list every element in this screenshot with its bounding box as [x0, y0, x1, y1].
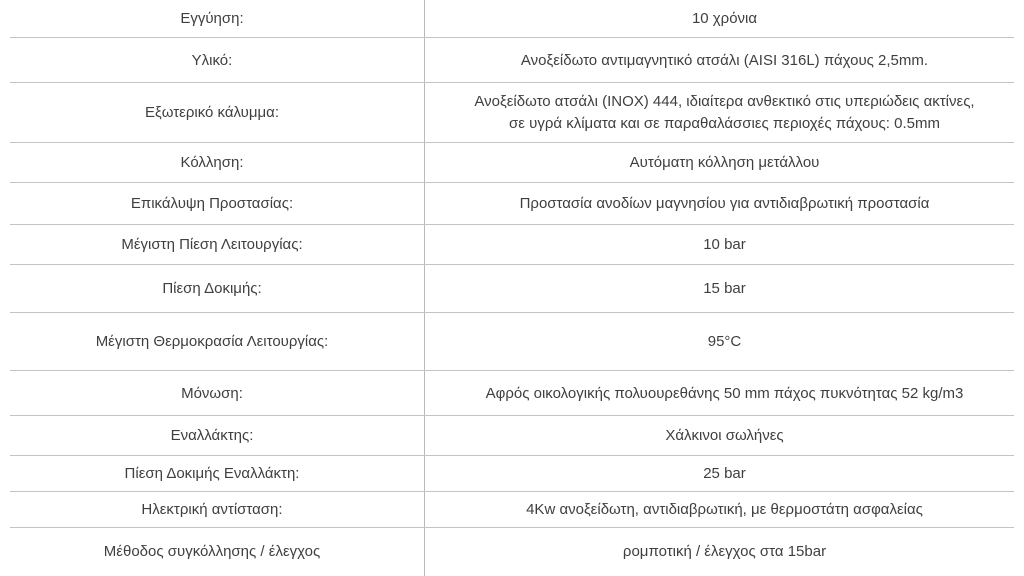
spec-value: Χάλκινοι σωλήνες	[665, 427, 784, 444]
spec-value-line: σε υγρά κλίματα και σε παραθαλάσσιες περιοχές πάχους: 0.5mm	[509, 115, 940, 132]
spec-label: Εναλλάκτης:	[170, 427, 254, 444]
spec-value: 95°C	[707, 333, 742, 350]
spec-value: 4Kw ανοξείδωτη, αντιδιαβρωτική, με θερμοστάτη ασφαλείας	[526, 501, 923, 518]
spec-label: Επικάλυψη Προστασίας:	[130, 195, 294, 212]
spec-label: Κόλληση:	[180, 154, 244, 171]
spec-row-insulation	[0, 371, 1024, 416]
spec-value: Αφρός οικολογικής πολυουρεθάνης 50 mm πάχος πυκνότητας 52 kg/m3	[485, 384, 964, 402]
spec-row-warranty	[0, 0, 1024, 38]
spec-value: ρομποτική / έλεγχος στα 15bar	[622, 543, 827, 560]
spec-value: Προστασία ανοδίων μαγνησίου για αντιδιαβρωτική προστασία	[519, 195, 930, 212]
spec-label: Μέγιστη Θερμοκρασία Λειτουργίας:	[95, 333, 329, 350]
spec-row-electric-resistance	[0, 492, 1024, 528]
spec-value: 10 χρόνια	[691, 10, 758, 27]
spec-value-multiline	[425, 83, 1024, 143]
spec-label: Μόνωση:	[181, 384, 243, 402]
spec-value: Αυτόματη κόλληση μετάλλου	[629, 154, 820, 171]
spec-row-welding	[0, 143, 1024, 183]
spec-label: Ηλεκτρική αντίσταση:	[141, 501, 283, 518]
spec-label: Εγγύηση:	[180, 10, 244, 27]
spec-row-outer-cover	[0, 83, 1024, 143]
spec-value: Ανοξείδωτο αντιμαγνητικό ατσάλι (AISI 316L) πάχους 2,5mm.	[520, 51, 929, 69]
spec-value-line: Ανοξείδωτο ατσάλι (INOX) 444, ιδιαίτερα ανθεκτικό στις υπεριώδεις ακτίνες,	[474, 93, 975, 110]
spec-row-welding-method	[0, 528, 1024, 576]
spec-row-max-pressure	[0, 225, 1024, 265]
spec-label: Υλικό:	[191, 51, 233, 69]
spec-value: 15 bar	[703, 280, 746, 297]
spec-row-exchanger-test-pressure	[0, 456, 1024, 492]
spec-row-protection-coating	[0, 183, 1024, 225]
spec-value: 25 bar	[703, 465, 746, 482]
spec-row-test-pressure	[0, 265, 1024, 313]
spec-value: 10 bar	[703, 236, 746, 253]
spec-label: Μέγιστη Πίεση Λειτουργίας:	[121, 236, 303, 253]
spec-label: Εξωτερικό κάλυμμα:	[145, 104, 279, 121]
spec-row-material	[0, 38, 1024, 83]
spec-label: Πίεση Δοκιμής:	[162, 280, 262, 297]
spec-label: Μέθοδος συγκόλλησης / έλεγχος	[103, 543, 321, 560]
spec-label: Πίεση Δοκιμής Εναλλάκτη:	[124, 465, 300, 482]
spec-row-max-temperature	[0, 313, 1024, 371]
spec-row-exchanger	[0, 416, 1024, 456]
